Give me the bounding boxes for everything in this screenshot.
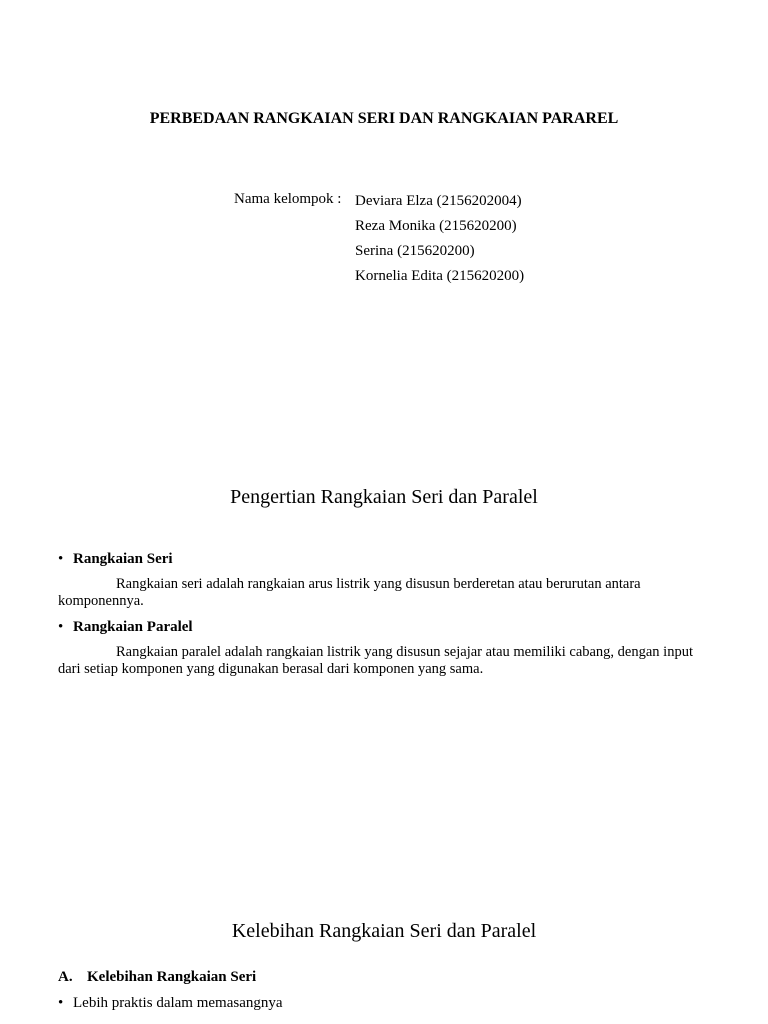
item-title: Rangkaian Seri	[73, 551, 173, 567]
member-name: Serina (215620200)	[355, 243, 475, 259]
section-heading-definition: Pengertian Rangkaian Seri dan Paralel	[230, 486, 538, 508]
member-name: Kornelia Edita (215620200)	[355, 268, 525, 284]
subsection-heading	[58, 968, 256, 987]
member-name: Deviara Elza (2156202004)	[355, 193, 522, 209]
group-members-label: Nama kelompok :	[234, 191, 342, 207]
group-members-list	[355, 189, 524, 289]
subsection-number: A.	[58, 969, 73, 985]
list-item	[58, 994, 283, 1013]
document-title: PERBEDAAN RANGKAIAN SERI DAN RANGKAIAN PARAREL	[149, 110, 619, 127]
member-name: Reza Monika (215620200)	[355, 218, 517, 234]
bullet-icon: •	[58, 551, 64, 567]
item-title: Rangkaian Paralel	[73, 619, 193, 635]
item-text: Lebih praktis dalam memasangnya	[73, 995, 283, 1011]
section-heading-advantages: Kelebihan Rangkaian Seri dan Paralel	[231, 920, 537, 942]
bullet-icon: •	[58, 995, 64, 1011]
subsection-title: Kelebihan Rangkaian Seri	[87, 969, 257, 985]
paragraph-parallel-definition: Rangkaian paralel adalah rangkaian listrik yang disusun sejajar atau memiliki cabang, dengan input dari setiap komponen yang digunakan berasal dari komponen yang sama.	[58, 644, 693, 677]
paragraph-series-definition: Rangkaian seri adalah rangkaian arus listrik yang disusun berderetan atau berurutan antara komponennya.	[58, 576, 641, 609]
list-item	[58, 550, 173, 569]
bullet-icon: •	[58, 619, 64, 635]
list-item	[58, 618, 193, 637]
